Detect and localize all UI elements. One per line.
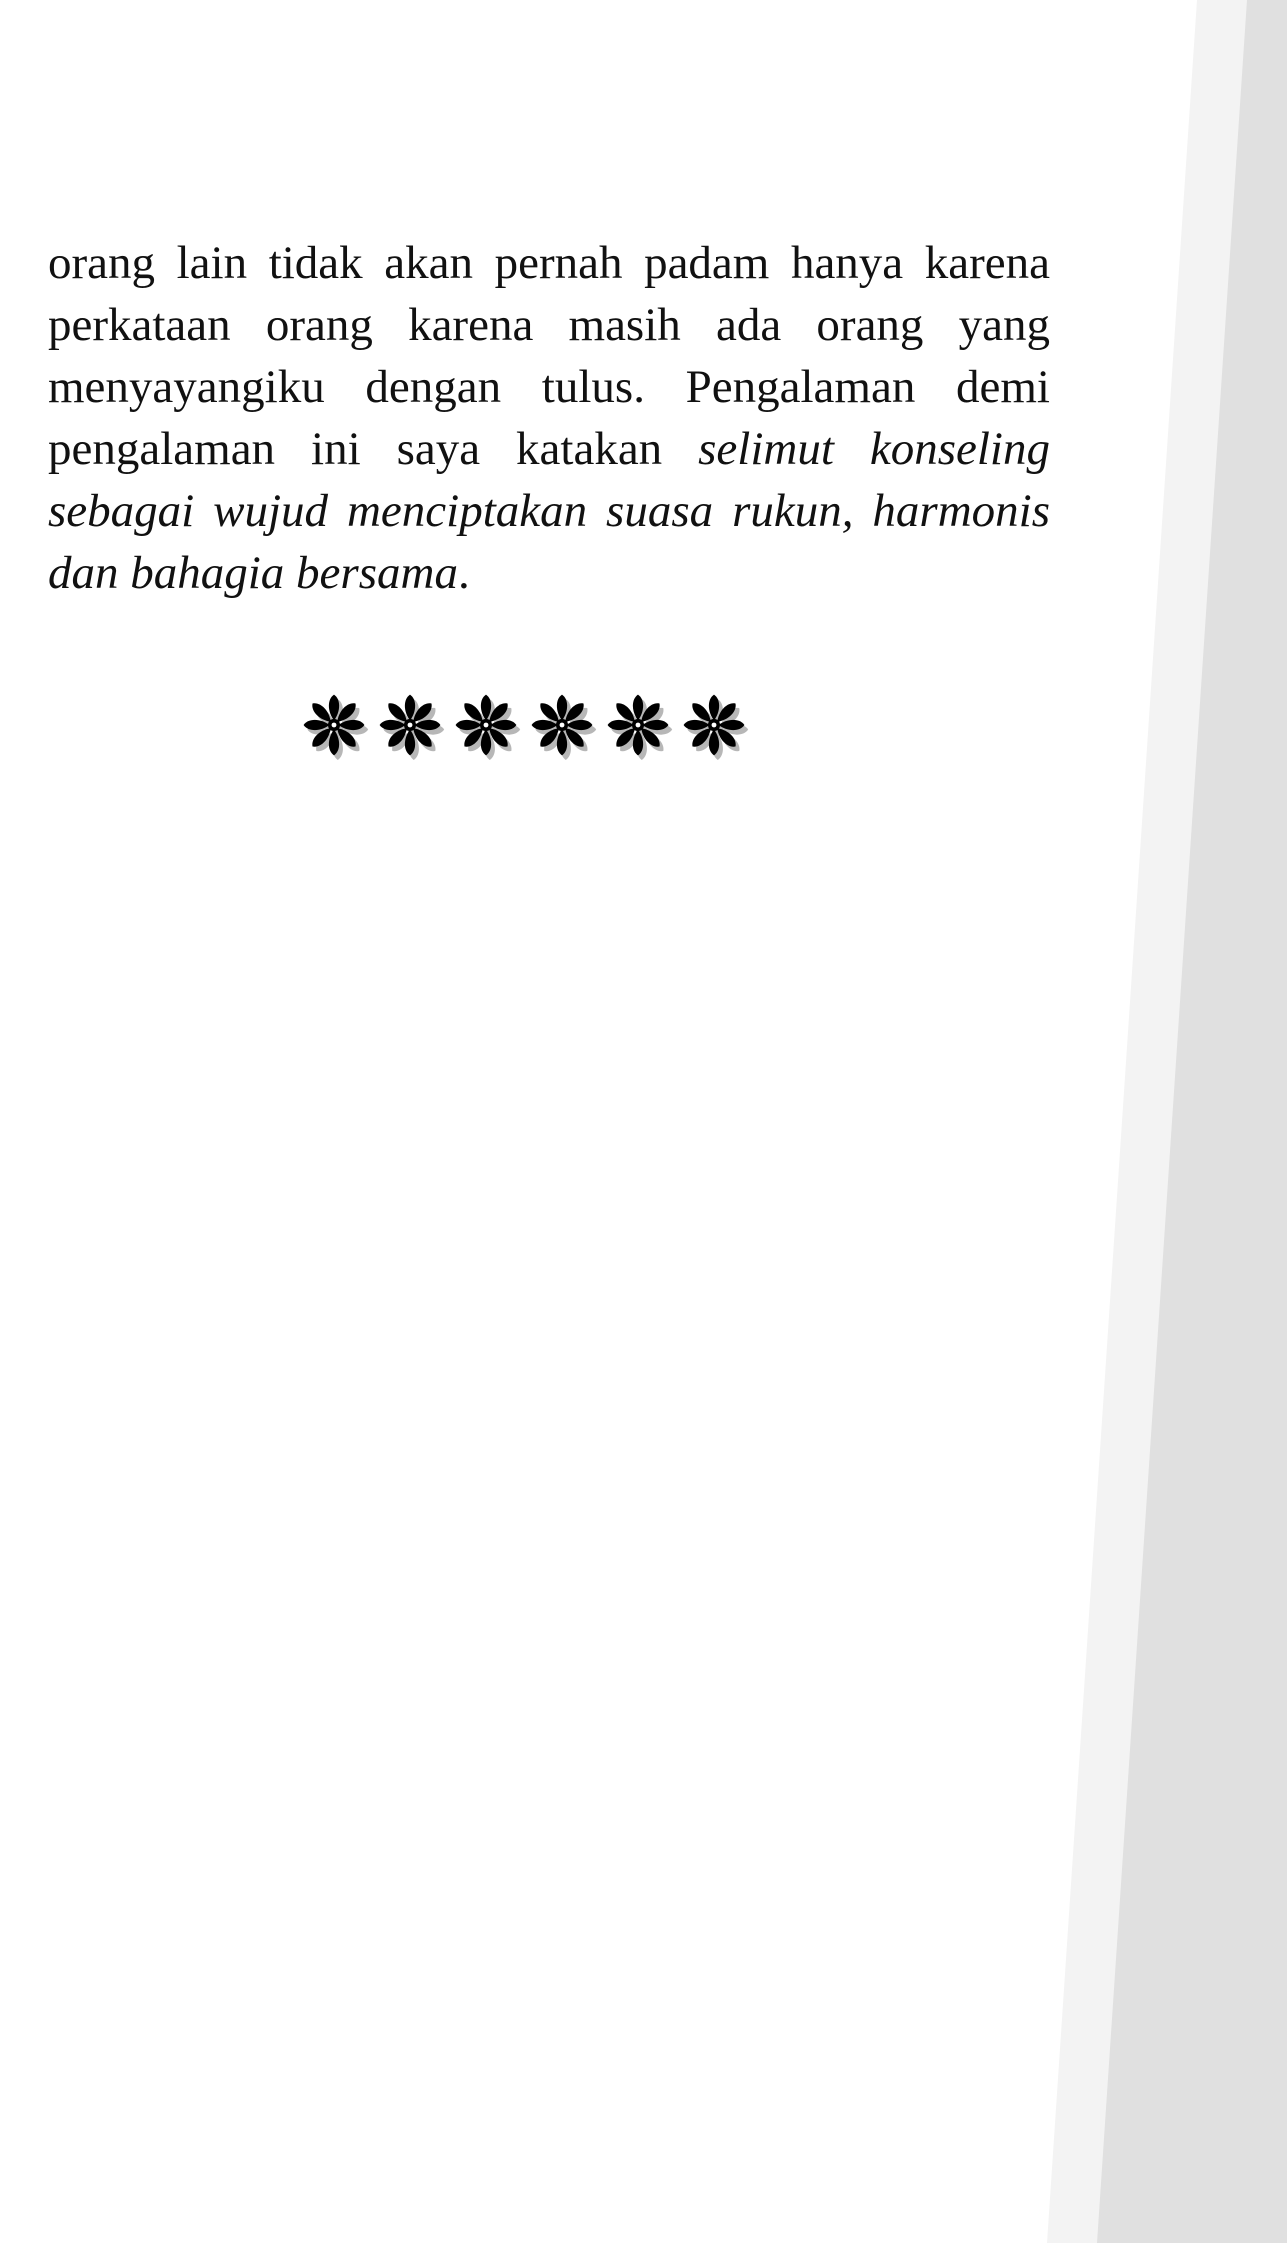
asterisk-ornament-icon (676, 687, 752, 763)
paragraph-end: . (457, 547, 470, 599)
asterisk-ornament-icon (524, 687, 600, 763)
body-paragraph (48, 232, 1050, 604)
asterisk-ornament-icon (448, 687, 524, 763)
paragraph-text: orang lain tidak akan pernah padam hanya karena perkataan orang karena masih ada orang yang menyayangiku dengan tulus. Pengalaman demi pengalaman ini saya katakan (48, 237, 1050, 475)
asterisk-ornament-icon (296, 687, 372, 763)
section-separator (296, 680, 756, 770)
paragraph-italic-text: selimut konseling sebagai wujud menciptakan suasa rukun, harmonis dan bahagia bersama (48, 423, 1050, 599)
asterisk-ornament-icon (372, 687, 448, 763)
asterisk-ornament-icon (600, 687, 676, 763)
